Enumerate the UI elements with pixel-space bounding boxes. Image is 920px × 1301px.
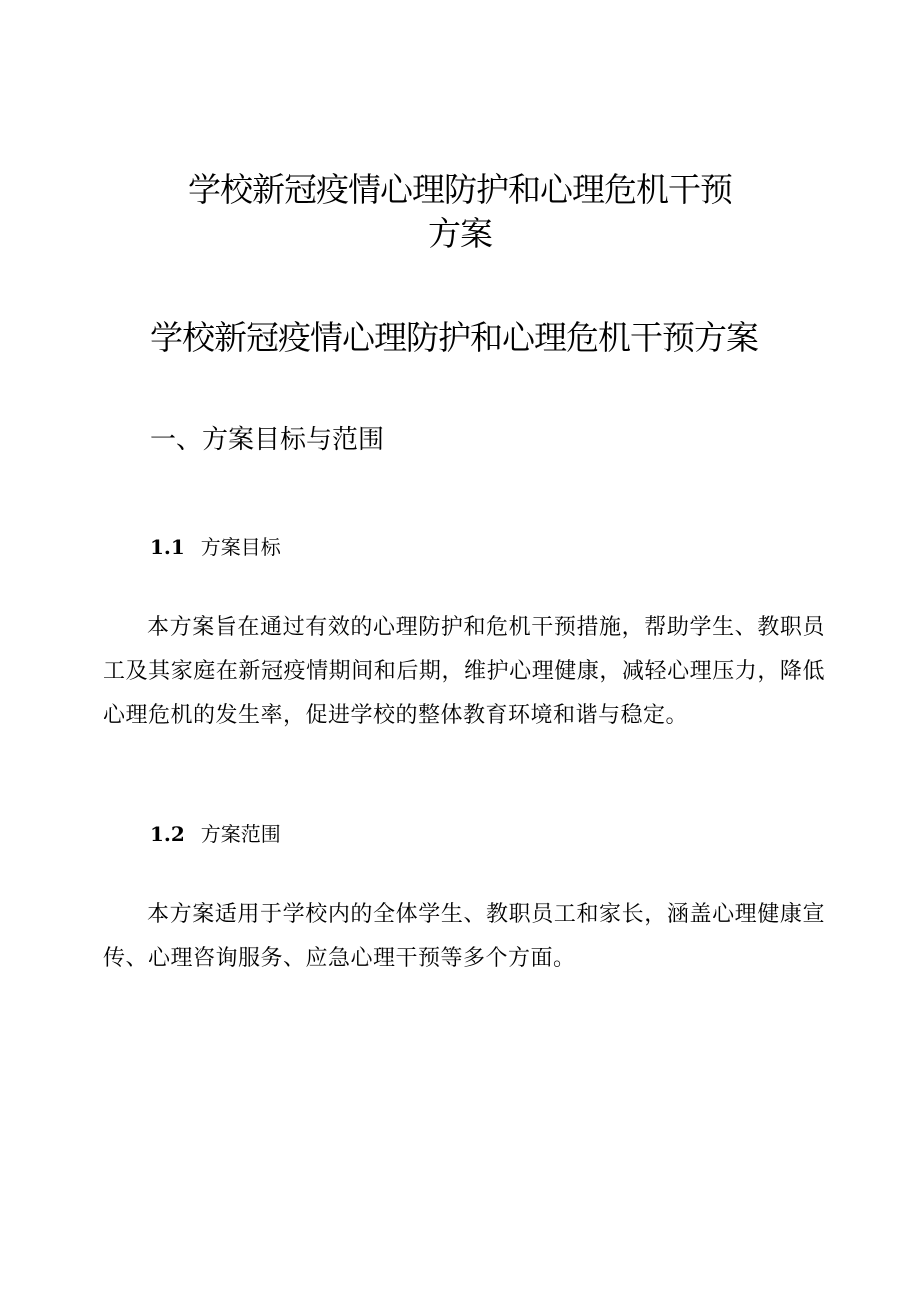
- document-title-line2: 方案: [428, 214, 492, 253]
- subsection-heading-1-2: [150, 820, 281, 848]
- subsection-heading-1-1: [150, 533, 281, 561]
- subsection-number: 1.1: [150, 535, 185, 559]
- subsection-label: 方案目标: [200, 535, 281, 559]
- document-title: [0, 168, 920, 256]
- paragraph-goals: 本方案旨在通过有效的心理防护和危机干预措施，帮助学生、教职员工及其家庭在新冠疫情期间和后期，维护心理健康，减轻心理压力，降低心理危机的发生率，促进学校的整体教育环境和谐与稳定。: [103, 615, 825, 728]
- document-subtitle: 学校新冠疫情心理防护和心理危机干预方案: [150, 318, 758, 357]
- paragraph-scope: 本方案适用于学校内的全体学生、教职员工和家长，涵盖心理健康宣传、心理咨询服务、应急心理干预等多个方面。: [103, 902, 825, 971]
- subsection-label: 方案范围: [200, 822, 281, 846]
- section-heading-1: 一、方案目标与范围: [150, 425, 385, 455]
- subsection-number: 1.2: [150, 822, 185, 846]
- document-title-line1: 学校新冠疫情心理防护和心理危机干预: [188, 170, 732, 209]
